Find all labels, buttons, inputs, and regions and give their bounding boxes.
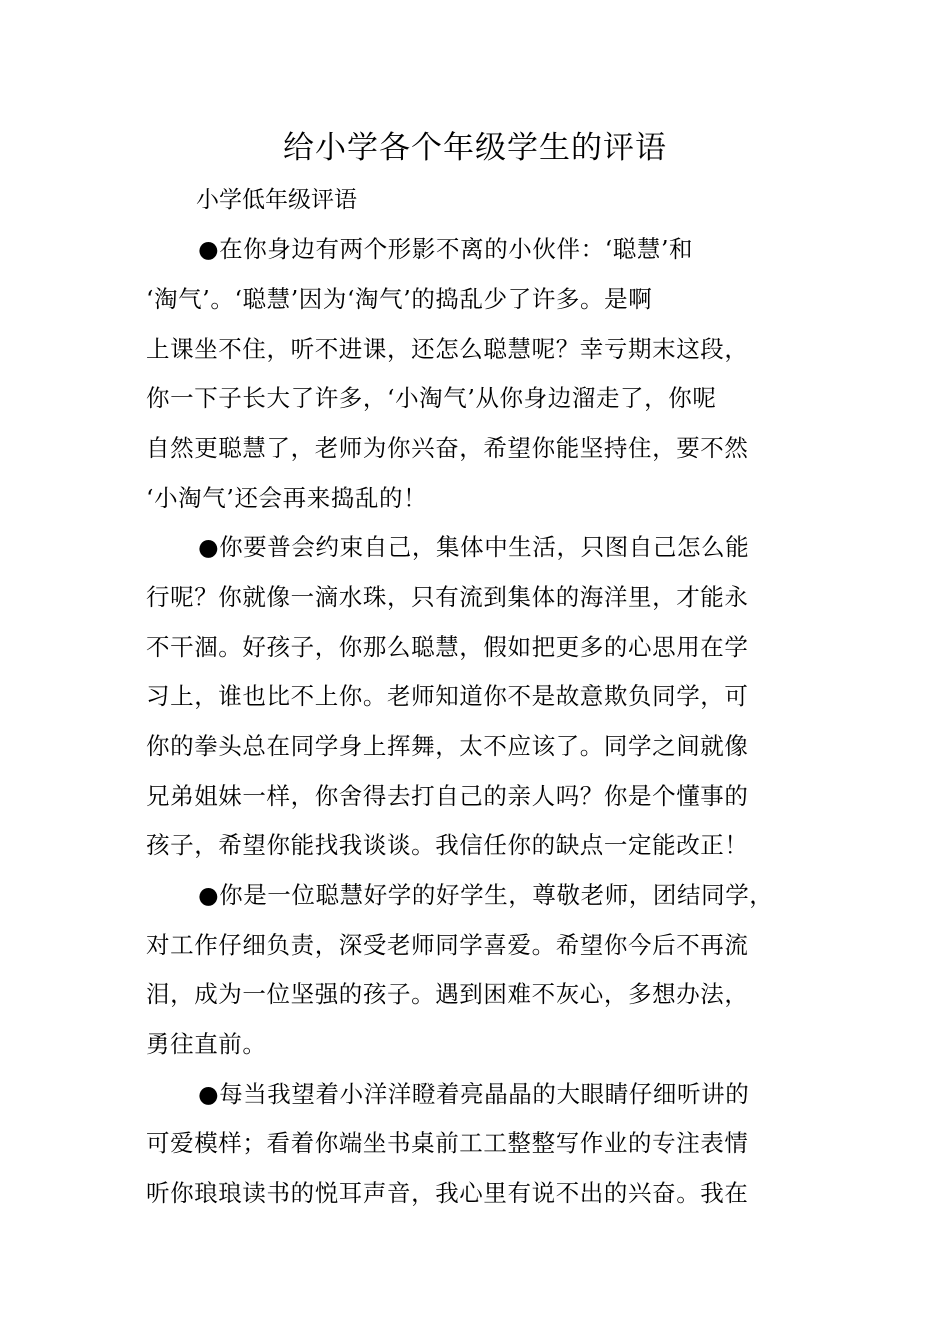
text-line: 习上，谁也比不上你。老师知道你不是故意欺负同学，可 <box>146 682 749 710</box>
text-line: ●你要普会约束自己，集体中生活，只图自己怎么能 <box>198 533 750 561</box>
text-line: 孩子，希望你能找我谈谈。我信任你的缺点一定能改正！ <box>146 831 749 859</box>
text-line: 可爱模样；看着你端坐书桌前工工整整写作业的专注表情 <box>146 1129 749 1157</box>
text-line: 泪，成为一位坚强的孩子。遇到困难不灰心，多想办法， <box>146 980 749 1008</box>
text-line: 勇往直前。 <box>146 1030 267 1058</box>
text-line: ●你是一位聪慧好学的好学生，尊敬老师，团结同学， <box>198 881 774 909</box>
text-line: ●每当我望着小洋洋瞪着亮晶晶的大眼睛仔细听讲的 <box>198 1080 750 1108</box>
document-title: 给小学各个年级学生的评语 <box>283 130 667 166</box>
text-line: ‘小淘气’还会再来捣乱的！ <box>146 484 428 512</box>
text-line: 你一下子长大了许多，‘小淘气’从你身边溜走了，你呢 <box>146 384 717 412</box>
text-line: ●在你身边有两个形影不离的小伙伴：‘聪慧’和 <box>198 235 694 263</box>
text-line: 自然更聪慧了，老师为你兴奋，希望你能坚持住，要不然 <box>146 434 749 462</box>
text-line: 不干涸。好孩子，你那么聪慧，假如把更多的心思用在学 <box>146 633 749 661</box>
text-line: 行呢？你就像一滴水珠，只有流到集体的海洋里，才能永 <box>146 583 749 611</box>
text-line: 听你琅琅读书的悦耳声音，我心里有说不出的兴奋。我在 <box>146 1179 749 1207</box>
text-line: 上课坐不住，听不进课，还怎么聪慧呢？幸亏期末这段， <box>146 335 749 363</box>
text-line: 你的拳头总在同学身上挥舞，太不应该了。同学之间就像 <box>146 732 749 760</box>
text-line: ‘淘气’。‘聪慧’因为‘淘气’的捣乱少了许多。是啊 <box>146 285 653 313</box>
text-line: 兄弟姐妹一样，你舍得去打自己的亲人吗？你是个懂事的 <box>146 782 749 810</box>
text-line: 对工作仔细负责，深受老师同学喜爱。希望你今后不再流 <box>146 931 749 959</box>
section-heading: 小学低年级评语 <box>196 187 357 213</box>
